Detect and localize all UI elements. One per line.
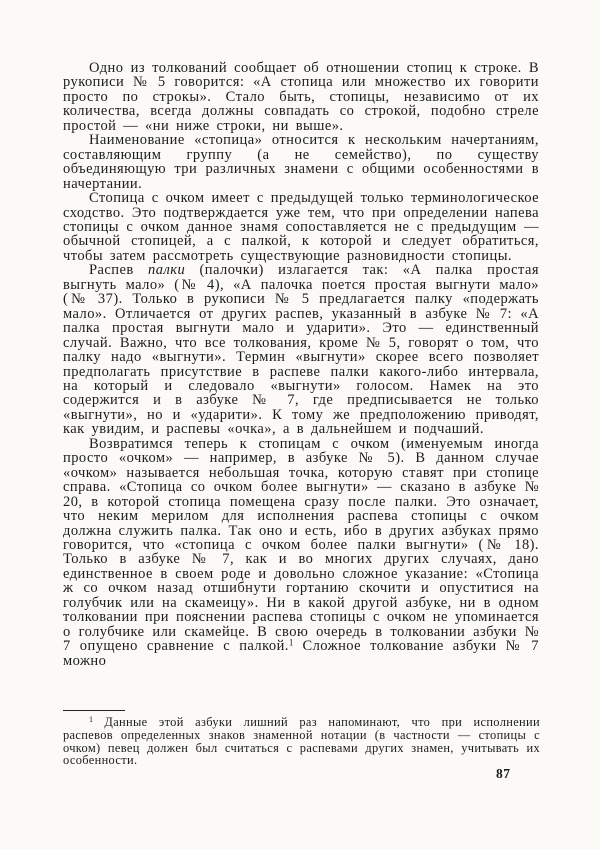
paragraph-text: Распев [89, 262, 149, 279]
footnote-separator-rule [63, 710, 125, 711]
paragraph-stopitsa-ochkom-similarity: Стопица с очком имеет с предыдущей только терминологическое сходство. Это подтверждается уже тем, что при определении напева стопицы с очком данное знамя сопоставляется не с предыдущим — обычной стопицей, а с палкой, к которой и следует обратиться, чтобы затем рассмотреть существующие разновидности стопицы. [63, 190, 539, 264]
paragraph-text: (палочки) излагается так: «А палка простая выгнуть мало» (№ 4), «А палочка поется простая выгнути мало» (№ 37). Только в рукописи № 5 предлагается палку «подержать мало». Отличается от других распев, указанный в азбуке № 7: «А палка простая выгнути мало и ударити». Это — единственный случай. Важно, что все толкования, кроме № 5, говорят о том, что палку надо «выгнути». Термин «выгнути» скорее всего позволяет предполагать присутствие в распеве палки какого-либо интервала, на который и следовало «выгнути» голосом. Намек на это содержится и в азбуке № 7, где предписывается не только «выгнути», но и «ударити». К тому же предположению приводят, как увидим, и распевы «очка», а в дальнейшем и подчаший. [63, 262, 539, 438]
paragraph-raspev-palki [63, 263, 539, 436]
footnote [63, 716, 540, 767]
paragraph-text: Сложное толкование азбуки № 7 можно [63, 638, 539, 669]
footnote-text: Данные этой азбуки лишний раз напоминают, что при исполнении распевов определенных знаков знаменной нотации (в частности — стопицы с очком) певец должен был считаться с распевами других знамен, учитывать их особенности. [63, 715, 540, 768]
main-text [63, 61, 539, 668]
footnote-reference: 1 [288, 637, 294, 648]
paragraph-vozvratimsya [63, 437, 539, 668]
paragraph-stopitsa-stroke: Одно из толкований сообщает об отношении стопиц к строке. В рукописи № 5 говорится: «А стопица или множество их говорити просто по строкы». Стало быть, стопицы, независимо от их количества, всегда должны совпадать со строкой, подобно стреле простой — «ни ниже строки, ни выше». [63, 60, 539, 134]
page-number: 87 [496, 766, 511, 781]
paragraph-naming-group: Наименование «стопица» относится к нескольким начертаниям, составляющим группу (а не семейство), по существу объединяющую три различных знамени с общими особенностями в начертании. [63, 132, 539, 192]
italic-term-palki: палки [148, 262, 186, 279]
paragraph-text: Возвратимся теперь к стопицам с очком (именуемым иногда просто «очком» — например, в азбуке № 5). В данном случае «очком» называется небольшая точка, которую ставят при стопице справа. «Стопица со очком более выгнути» — сказано в азбуке № 20, в которой стопица помещена сразу после палки. Это означает, что неким мерилом для исполнения распева стопицы с очком должна служить палка. Так оно и есть, ибо в других азбуках прямо говорится, что «стопица с очком более палки выгнути» (№ 18). Только в азбуке № 7, как и во многих других случаях, дано единственное в своем роде и довольно сложное указание: «Стопица ж со очком назад отшибнути гортанию скочити и опуститися на голубчик или на скамеицу». Ни в какой другой азбуке, ни в одном толковании при пояснении распева стопицы с очком не упоминается о голубчике или скамейце. В свою очередь в толковании азбуки № 7 опущено сравнение с палкой. [63, 435, 539, 655]
footnote-marker: 1 [89, 715, 93, 724]
